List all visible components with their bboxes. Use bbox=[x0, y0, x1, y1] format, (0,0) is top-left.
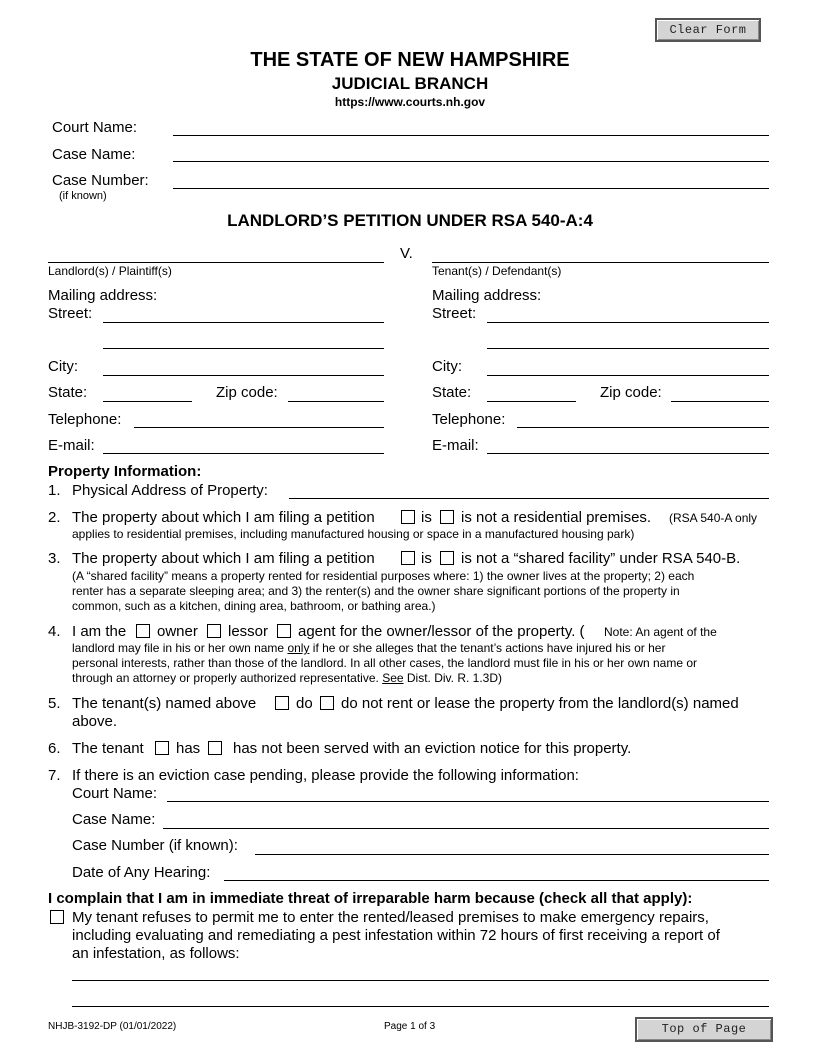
q3-is-not-label: is not a “shared facility” under RSA 540-B. bbox=[461, 550, 741, 567]
q7-hearing-label: Date of Any Hearing: bbox=[72, 864, 211, 881]
landlord-city-label: City: bbox=[48, 358, 78, 375]
courts-url: https://www.courts.nh.gov bbox=[334, 95, 486, 109]
q4-number: 4. bbox=[48, 623, 61, 640]
landlord-email-field[interactable] bbox=[103, 453, 384, 454]
top-of-page-button[interactable]: Top of Page bbox=[635, 1017, 773, 1042]
q5-do-not-label: do not rent or lease the property from the landlord(s) named bbox=[341, 695, 739, 712]
q6-has-label: has bbox=[176, 740, 201, 757]
q7-case-number-field[interactable] bbox=[255, 854, 769, 855]
q1-label: Physical Address of Property: bbox=[72, 482, 268, 499]
landlord-street-label: Street: bbox=[48, 305, 93, 322]
q7-number: 7. bbox=[48, 767, 61, 784]
landlord-street-field-2[interactable] bbox=[103, 348, 384, 349]
q4-note-4: through an attorney or properly authorized representative. See Dist. Div. R. 1.3D) bbox=[72, 671, 503, 685]
q2-is-checkbox[interactable] bbox=[401, 510, 415, 524]
q7-court-name-label: Court Name: bbox=[72, 785, 158, 802]
q3-note-1: (A “shared facility” means a property rented for residential purposes where: 1) the owner lives at the property; 2) each bbox=[72, 569, 695, 583]
landlord-state-label: State: bbox=[48, 384, 88, 401]
complaint-option-1-checkbox[interactable] bbox=[50, 910, 64, 924]
complaint-explanation-field-2[interactable] bbox=[72, 1006, 769, 1007]
tenant-street-field[interactable] bbox=[487, 322, 769, 323]
q5-number: 5. bbox=[48, 695, 61, 712]
tenant-mailing-label: Mailing address: bbox=[432, 287, 542, 304]
tenant-caption: Tenant(s) / Defendant(s) bbox=[432, 264, 562, 278]
landlord-zip-field[interactable] bbox=[288, 401, 384, 402]
tenant-street-label: Street: bbox=[432, 305, 477, 322]
tenant-telephone-label: Telephone: bbox=[432, 411, 506, 428]
landlord-telephone-field[interactable] bbox=[134, 427, 384, 428]
clear-form-button[interactable]: Clear Form bbox=[655, 18, 761, 42]
q3-is-checkbox[interactable] bbox=[401, 551, 415, 565]
tenant-zip-field[interactable] bbox=[671, 401, 769, 402]
q4-owner-checkbox[interactable] bbox=[136, 624, 150, 638]
q6-has-checkbox[interactable] bbox=[155, 741, 169, 755]
court-name-label: Court Name: bbox=[52, 119, 138, 136]
case-number-field[interactable] bbox=[173, 188, 769, 189]
q3-is-not-checkbox[interactable] bbox=[440, 551, 454, 565]
q1-number: 1. bbox=[48, 482, 61, 499]
tenant-email-label: E-mail: bbox=[432, 437, 479, 454]
case-name-label: Case Name: bbox=[52, 146, 136, 163]
q2-is-not-checkbox[interactable] bbox=[440, 510, 454, 524]
q5-text-a: The tenant(s) named above bbox=[72, 695, 257, 712]
complaint-option-1-line-2: including evaluating and remediating a pest infestation within 72 hours of first receiving a report of bbox=[72, 927, 720, 944]
q5-do-checkbox[interactable] bbox=[275, 696, 289, 710]
landlord-telephone-label: Telephone: bbox=[48, 411, 122, 428]
q3-note-2: renter has a separate sleeping area; and 3) the renter(s) and the owner share significant portions of the property in bbox=[72, 584, 680, 598]
q7-case-name-field[interactable] bbox=[163, 828, 769, 829]
q4-agent-label: agent for the owner/lessor of the property. ( bbox=[298, 623, 585, 640]
q4-lessor-checkbox[interactable] bbox=[207, 624, 221, 638]
q3-text-a: The property about which I am filing a petition bbox=[72, 550, 375, 567]
versus-label: V. bbox=[400, 245, 413, 262]
tenant-state-field[interactable] bbox=[487, 401, 576, 402]
landlord-state-field[interactable] bbox=[103, 401, 192, 402]
landlord-caption: Landlord(s) / Plaintiff(s) bbox=[48, 264, 172, 278]
q7-hearing-field[interactable] bbox=[224, 880, 769, 881]
q7-case-name-label: Case Name: bbox=[72, 811, 156, 828]
q3-is-label: is bbox=[421, 550, 432, 567]
form-title: LANDLORD’S PETITION UNDER RSA 540-A:4 bbox=[227, 211, 593, 230]
q7-case-number-label: Case Number (if known): bbox=[72, 837, 238, 854]
tenant-telephone-field[interactable] bbox=[517, 427, 769, 428]
landlord-street-field[interactable] bbox=[103, 322, 384, 323]
landlord-name-field[interactable] bbox=[48, 262, 384, 263]
q5-do-not-checkbox[interactable] bbox=[320, 696, 334, 710]
q4-note-1: Note: An agent of the bbox=[604, 625, 717, 639]
q2-note-2: applies to residential premises, including manufactured housing or space in a manufactured housing park) bbox=[72, 527, 635, 541]
q7-court-name-field[interactable] bbox=[167, 801, 769, 802]
complaint-option-1-line-3: an infestation, as follows: bbox=[72, 945, 240, 962]
state-title: THE STATE OF NEW HAMPSHIRE bbox=[250, 49, 570, 71]
landlord-city-field[interactable] bbox=[103, 375, 384, 376]
q3-note-3: common, such as a kitchen, dining area, bathroom, or bathing area.) bbox=[72, 599, 436, 613]
if-known-note: (if known) bbox=[59, 190, 107, 202]
tenant-street-field-2[interactable] bbox=[487, 348, 769, 349]
q6-number: 6. bbox=[48, 740, 61, 757]
q6-has-not-label: has not been served with an eviction notice for this property. bbox=[233, 740, 632, 757]
q6-has-not-checkbox[interactable] bbox=[208, 741, 222, 755]
landlord-zip-label: Zip code: bbox=[216, 384, 278, 401]
page-number: Page 1 of 3 bbox=[384, 1021, 436, 1032]
complaint-explanation-field-1[interactable] bbox=[72, 980, 769, 981]
q4-owner-label: owner bbox=[157, 623, 198, 640]
q2-number: 2. bbox=[48, 509, 61, 526]
q5-text-d: above. bbox=[72, 713, 118, 730]
complaint-heading: I complain that I am in immediate threat of irreparable harm because (check all that apply): bbox=[48, 890, 693, 907]
case-number-label: Case Number: bbox=[52, 172, 149, 189]
property-address-field[interactable] bbox=[289, 498, 769, 499]
tenant-zip-label: Zip code: bbox=[600, 384, 662, 401]
q2-text-a: The property about which I am filing a petition bbox=[72, 509, 375, 526]
q4-agent-checkbox[interactable] bbox=[277, 624, 291, 638]
tenant-name-field[interactable] bbox=[432, 262, 769, 263]
form-id: NHJB-3192-DP (01/01/2022) bbox=[48, 1021, 177, 1032]
q4-text-a: I am the bbox=[72, 623, 127, 640]
tenant-state-label: State: bbox=[432, 384, 472, 401]
q7-text: If there is an eviction case pending, please provide the following information: bbox=[72, 767, 579, 784]
q3-number: 3. bbox=[48, 550, 61, 567]
case-name-field[interactable] bbox=[173, 161, 769, 162]
tenant-city-label: City: bbox=[432, 358, 462, 375]
property-heading: Property Information: bbox=[48, 463, 202, 480]
q4-note-2: landlord may file in his or her own name only if he or she alleges that the tenant’s actions have injured his or her bbox=[72, 641, 666, 655]
q2-is-not-label: is not a residential premises. bbox=[461, 509, 652, 526]
landlord-mailing-label: Mailing address: bbox=[48, 287, 158, 304]
q4-lessor-label: lessor bbox=[228, 623, 269, 640]
q4-note-3: personal interests, rather than those of the landlord. In all other cases, the landlord must file in his or her own name or bbox=[72, 656, 698, 670]
branch-title: JUDICIAL BRANCH bbox=[331, 74, 489, 93]
q5-do-label: do bbox=[296, 695, 313, 712]
court-name-field[interactable] bbox=[173, 135, 769, 136]
landlord-email-label: E-mail: bbox=[48, 437, 95, 454]
q6-text-a: The tenant bbox=[72, 740, 144, 757]
tenant-email-field[interactable] bbox=[487, 453, 769, 454]
complaint-option-1-line-1: My tenant refuses to permit me to enter the rented/leased premises to make emergency repairs, bbox=[72, 909, 709, 926]
tenant-city-field[interactable] bbox=[487, 375, 769, 376]
q2-is-label: is bbox=[421, 509, 432, 526]
q2-note-1: (RSA 540-A only bbox=[669, 511, 758, 525]
